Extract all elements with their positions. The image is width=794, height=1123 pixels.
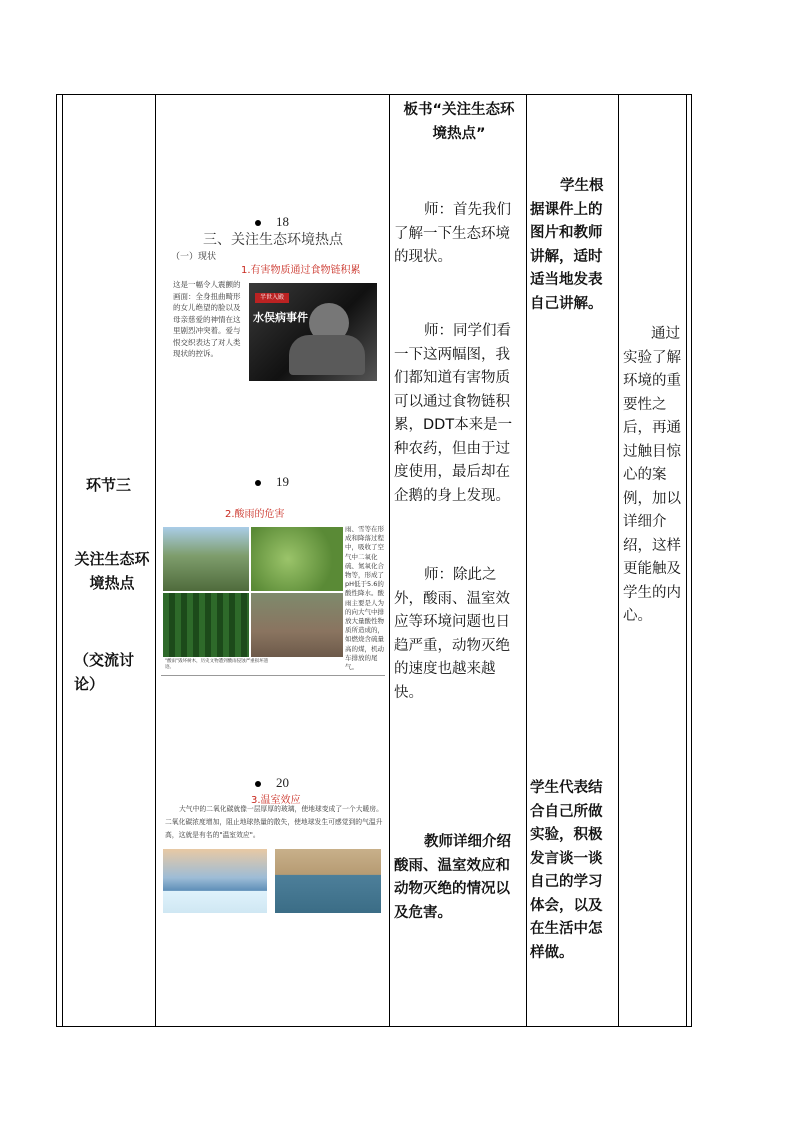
lesson-plan-table: [56, 94, 692, 1027]
slide-heading: 2.酸雨的危害: [225, 509, 285, 520]
slide-18: [163, 229, 385, 389]
teacher-paragraph: 师：首先我们了解一下生态环境的现状。: [394, 202, 511, 265]
stone-buddha-photo: [251, 593, 343, 657]
photo-figure: [289, 335, 365, 375]
slide-heading: 1.有害物质通过食物链积累: [241, 265, 361, 276]
watermelon-photo: [163, 593, 249, 657]
slide-title: 三、关注生态环境热点: [203, 232, 343, 248]
slide-20: [161, 789, 385, 939]
slide-number: 18: [276, 214, 289, 229]
bullet-dot: [255, 781, 261, 787]
slide-body: 大气中的二氧化碳就像一层厚厚的玻璃，使地球变成了一个大暖房。二氧化碳浓度增加，阻止地球热量的散失，使地球发生可感觉到的气温升高，这就是有名的"温室效应"。: [165, 805, 383, 839]
bullet-dot: [255, 480, 261, 486]
stage-label: 环节三: [86, 476, 132, 494]
student-activity-column: [527, 95, 617, 1026]
board-note: 板书“关注生态环境热点”: [403, 102, 515, 142]
dead-forest-photo: [163, 527, 249, 591]
slide-19: [161, 505, 385, 676]
flooded-city-photo: [275, 849, 381, 913]
slide-number: 19: [276, 474, 289, 489]
slide-subtitle: （一）现状: [171, 252, 217, 262]
teacher-activity-column: [390, 95, 524, 1026]
slide-number: 20: [276, 775, 289, 790]
minamata-photo: [249, 283, 377, 381]
slide-heading: 3.温室效应: [251, 795, 301, 806]
student-paragraph: 学生代表结合自己所做实验，积极发言谈一谈自己的学习体会，以及在生活中怎样做。: [530, 780, 603, 961]
stage-topic: 关注生态环境热点: [74, 550, 150, 592]
photo-label: 水俣病事件: [253, 311, 308, 324]
stage-column: [62, 95, 155, 1026]
teacher-paragraph: 师：除此之外，酸雨、温室效应等环境问题也日趋严重，动物灭绝的速度也越来越快。: [394, 567, 510, 701]
slide-body: 这是一幅令人震颤的画面：全身扭曲畸形的女儿绝望的脸以及母亲慈爱的神情在这里剧烈冲突着。爱与恨交织表达了对人类现状的控诉。: [173, 280, 241, 358]
design-intent-column: [620, 95, 686, 1026]
column-divider: [155, 95, 156, 1026]
damaged-leaf-photo: [251, 527, 343, 591]
slide-caption: "酸雨"毁坏树木，历史文物遭到酸雨侵蚀严重损坏遗迹。: [165, 659, 275, 671]
student-paragraph: 学生根据课件上的图片和教师讲解，适时适当地发表自己讲解。: [530, 178, 604, 312]
teacher-paragraph: 师：同学们看一下这两幅图，我们都知道有害物质可以通过食物链积累，DDT本来是一种农药，但由于过度使用，最后却在企鹅的身上发现。: [394, 323, 513, 504]
stage-mode: （交流讨论）: [74, 651, 135, 693]
slide-body: 雨、雪等在形成和降落过程中，吸收了空气中二氧化硫、氮氧化合物等，形成了pH低于5.6的酸性降水。酸雨主要是人为的向大气中排放大量酸性物质所造成的，如燃烧含硫量高的煤，机动车排放的尾气。: [345, 525, 384, 672]
column-divider: [618, 95, 619, 1026]
teacher-paragraph: 教师详细介绍酸雨、温室效应和动物灭绝的情况以及危害。: [394, 834, 511, 921]
bullet-dot: [255, 220, 261, 226]
intent-paragraph: 通过实验了解环境的重要性之后，再通过触目惊心的案例，加以详细介绍，这样更能触及学生的内心。: [623, 326, 681, 624]
glacier-photo: [163, 849, 267, 913]
photo-tag: 半世入殿: [255, 293, 289, 303]
